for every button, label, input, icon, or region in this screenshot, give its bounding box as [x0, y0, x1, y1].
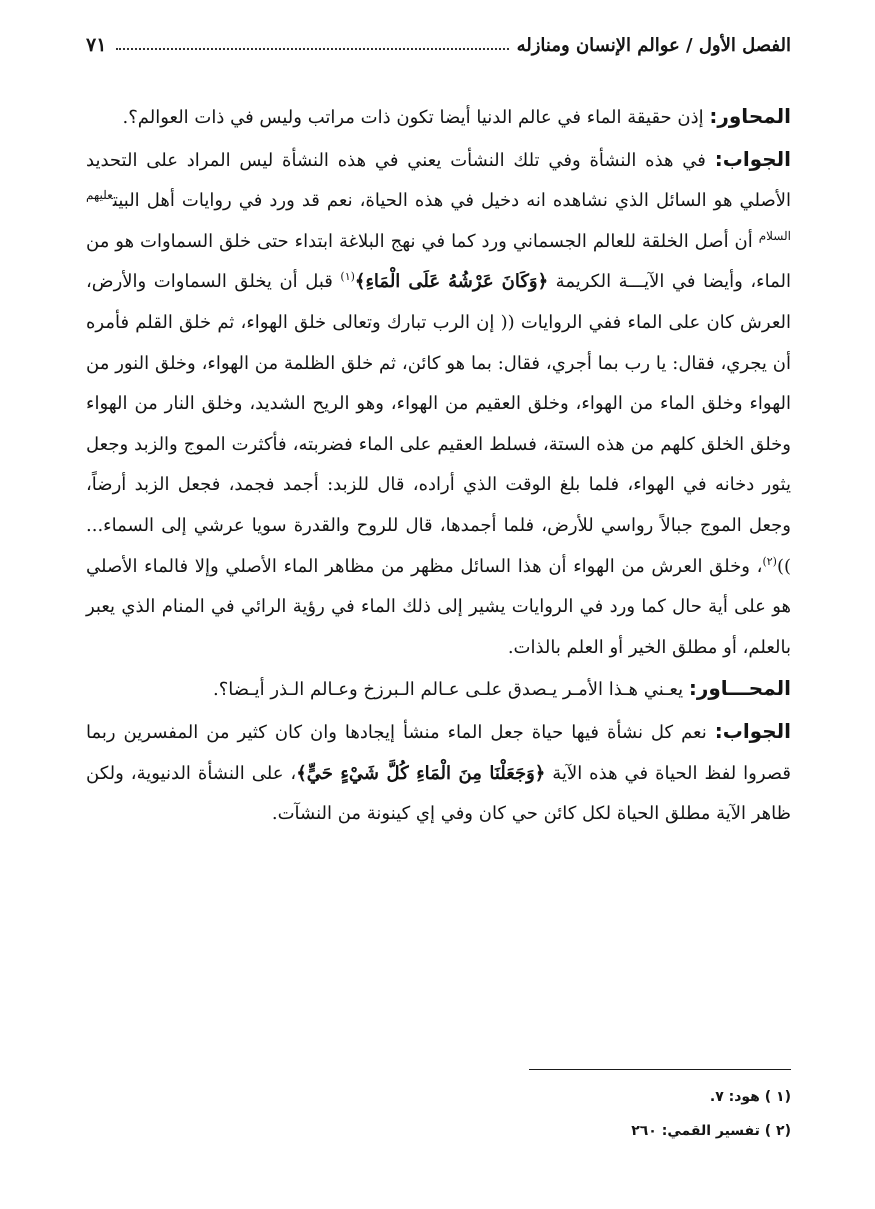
speaker-label-interlocutor: المحاور: — [709, 104, 791, 128]
running-header — [86, 30, 791, 60]
page-number: ٧١ — [86, 34, 107, 56]
footnote-ref[interactable]: (٢) — [762, 554, 777, 568]
paragraph-text: قبل أن يخلق السماوات والأرض، العرش كان على الماء ففي الروايات (( إن الرب تبارك وتعالى خلق الهواء، ثم خلق القلم فأمره أن يجري، فقال: يا رب بما أجري، فقال: بما هو كائن، ثم خلق الظلمة من الهواء، وخلق النور من الهواء وخلق الماء من الهواء، وخلق العقيم من الهواء، وهو الريح الشديد، وخلق النار من الهواء وخلق الخلق كلهم من هذه الستة، فسلط العقيم على الماء فضربته، فأكثرت الموج والزبد وجعل يثور دخانه في الهواء، فلما بلغ الوقت الذي أراده، قال للزبد: أجمد فجمد، فجعل الزبد أرضاً، وجعل الموج جبالاً رواسي للأرض، فلما أجمدها، قال للروح والقدرة سويا عرشي إلى السماء... )) — [86, 271, 791, 577]
footnote-ref[interactable]: (١) — [340, 270, 355, 284]
speaker-label-interlocutor: المحـــاور: — [688, 676, 791, 701]
chapter-title: الفصل الأول / عوالم الإنسان ومنازله — [516, 34, 791, 56]
footnote-1: (١ ) هود: ٧. — [709, 1089, 791, 1105]
paragraph-text: ، وخلق العرش من الهواء أن هذا السائل مظهر من مظاهر الماء الأصلي وإلا فالماء الأصلي هو على أية حال كما ورد في الروايات يشير إلى ذلك الماء في رؤية الرائي في المنام الذي يعبر بالعلم، أو مطلق الخير أو العلم بالذات. — [86, 555, 791, 658]
speaker-label-answer: الجواب: — [714, 146, 791, 171]
footnote-divider — [529, 1069, 791, 1070]
quran-verse: ﴿وَجَعَلْنَا مِنَ الْمَاءِ كُلَّ شَيْءٍ حَيٍّ﴾ — [296, 762, 546, 784]
footnote-2: (٢ ) تفسير القمي: ٢٦٠ — [631, 1123, 791, 1139]
speaker-label-answer: الجواب: — [714, 718, 791, 743]
paragraph-interlocutor-1 — [86, 96, 791, 139]
body-text — [86, 96, 791, 835]
paragraph-text: أن أصل الخلقة للعالم الجسماني ورد كما في نهج البلاغة ابتداء حتى خلق السماوات هو من الماء، وأيضا في الآيـــة الكريمة — [86, 230, 791, 293]
honorific-glyph: عليهم السلام — [86, 188, 791, 243]
paragraph-text: نعم كل نشأة فيها حياة جعل الماء منشأ إيجادها وان كان كثير من المفسرين ربما قصروا لفظ الحياة في هذه الآية — [86, 721, 791, 784]
paragraph-text: ، على النشأة الدنيوية، ولكن ظاهر الآية مطلق الحياة لكل كائن حي كان وفي إي كينونة من النشآت. — [86, 762, 791, 825]
paragraph-answer-1 — [86, 139, 791, 669]
leader-dots — [116, 48, 508, 50]
paragraph-text: في هذه النشأة وفي تلك النشأت يعني في هذه النشأة ليس المراد على التحديد الأصلي هو السائل الذي نشاهده انه دخيل في هذه الحياة، نعم قد ورد في روايات أهل البيت — [86, 149, 791, 212]
paragraph-answer-2 — [86, 711, 791, 835]
paragraph-text: إذن حقيقة الماء في عالم الدنيا أيضا تكون ذات مراتب وليس في ذات العوالم؟. — [122, 107, 710, 128]
footnotes — [391, 1080, 791, 1148]
paragraph-interlocutor-2 — [86, 668, 791, 711]
paragraph-text: يعـني هـذا الأمـر يـصدق علـى عـالم الـبرزخ وعـالم الـذر أيـضا؟. — [213, 679, 689, 701]
quran-verse: ﴿وَكَانَ عَرْشُهُ عَلَى الْمَاءِ﴾ — [354, 271, 549, 293]
